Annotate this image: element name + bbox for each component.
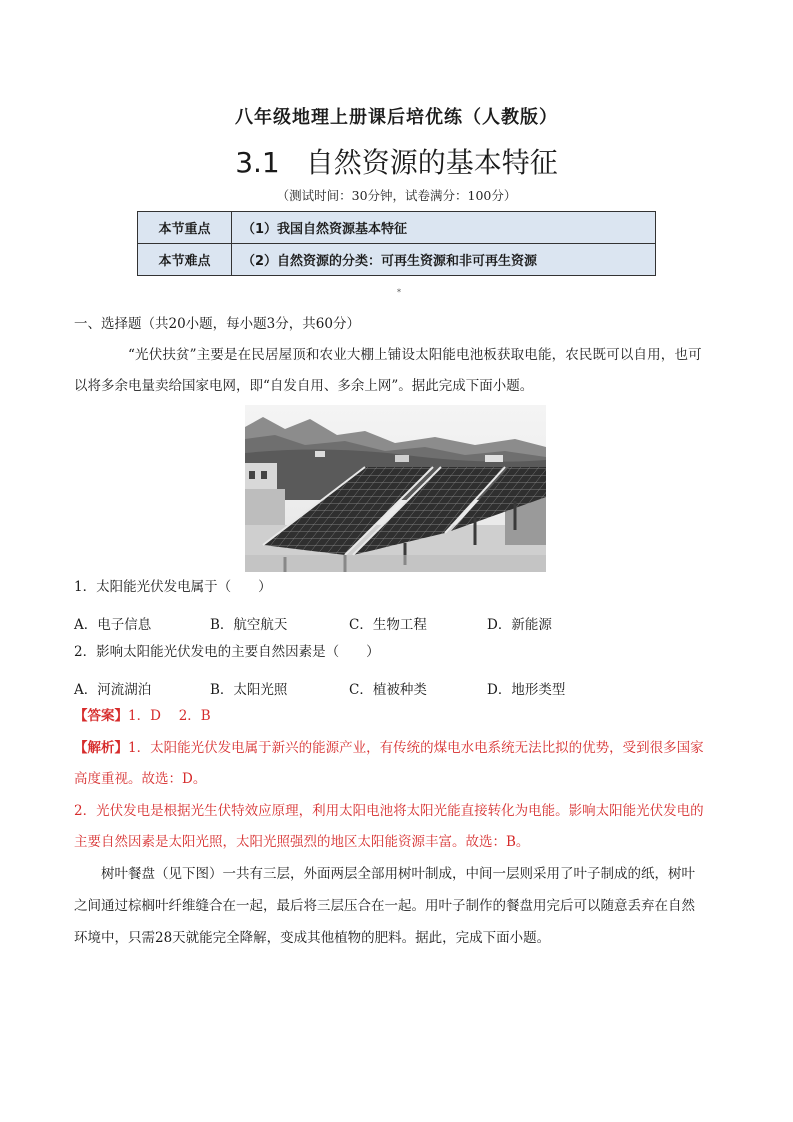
solar-panel-photo <box>245 405 546 572</box>
analysis-text-1: 1．太阳能光伏发电属于新兴的能源产业，有传统的煤电水电系统无法比拟的优势，受到很多国家 <box>128 740 704 756</box>
passage2-line2: 之间通过棕榈叶纤维缝合在一起，最后将三层压合在一起。用叶子制作的餐盘用完后可以随意丢弃在自然 <box>74 898 695 914</box>
question-1-option-d: D．新能源 <box>487 617 552 633</box>
course-title: 八年级地理上册课后培优练（人教版） <box>235 107 558 128</box>
lesson-heading <box>0 141 793 181</box>
focus-difficulty-value: （2）自然资源的分类：可再生资源和非可再生资源 <box>232 244 656 276</box>
focus-table <box>137 211 656 276</box>
question-1-option-a: A．电子信息 <box>74 617 152 633</box>
question-1-option-b: B．航空航天 <box>210 617 288 633</box>
passage2-line1: 树叶餐盘（见下图）一共有三层，外面两层全部用树叶制成，中间一层则采用了叶子制成的纸，树叶 <box>101 866 695 882</box>
analysis-line4: 主要自然因素是太阳光照，太阳光照强烈的地区太阳能资源丰富。故选：B。 <box>74 834 530 850</box>
question-2-stem: 2．影响太阳能光伏发电的主要自然因素是（ ） <box>74 644 380 660</box>
question-2-option-b: B．太阳光照 <box>210 682 288 698</box>
passage2-line3: 环境中，只需28天就能完全降解，变成其他植物的肥料。据此，完成下面小题。 <box>74 930 551 946</box>
lesson-number: 3.1 <box>235 146 280 179</box>
focus-row-key-point <box>138 212 656 244</box>
focus-row-difficulty <box>138 244 656 276</box>
section-title: 一、选择题（共20小题，每小题3分，共60分） <box>74 316 360 332</box>
answer-text: 1．D 2．B <box>128 708 211 724</box>
focus-key-label: 本节重点 <box>138 212 232 244</box>
center-marker: * <box>397 288 401 297</box>
lesson-title: 自然资源的基本特征 <box>305 146 558 179</box>
question-2-option-a: A．河流湖泊 <box>74 682 152 698</box>
question-2-option-d: D．地形类型 <box>487 682 566 698</box>
analysis-line3: 2．光伏发电是根据光生伏特效应原理，利用太阳电池将太阳光能直接转化为电能。影响太阳能光伏发电的 <box>74 803 704 819</box>
focus-key-value: （1）我国自然资源基本特征 <box>232 212 656 244</box>
analysis-line1 <box>74 742 704 756</box>
question-2-option-c: C．植被种类 <box>349 682 427 698</box>
analysis-tag: 【解析】 <box>74 740 128 756</box>
question-1-option-c: C．生物工程 <box>349 617 427 633</box>
answer-tag: 【答案】 <box>74 708 128 724</box>
passage1-line2: 以将多余电量卖给国家电网，即“自发自用、多余上网”。据此完成下面小题。 <box>74 378 534 394</box>
answer-line <box>74 710 211 724</box>
analysis-line2: 高度重视。故选：D。 <box>74 771 207 787</box>
passage1-line1: “光伏扶贫”主要是在民居屋顶和农业大棚上铺设太阳能电池板获取电能，农民既可以自用，也可 <box>128 347 702 363</box>
focus-difficulty-label: 本节难点 <box>138 244 232 276</box>
question-1-stem: 1．太阳能光伏发电属于（ ） <box>74 579 272 595</box>
test-info: （测试时间：30分钟，试卷满分：100分） <box>276 188 517 203</box>
